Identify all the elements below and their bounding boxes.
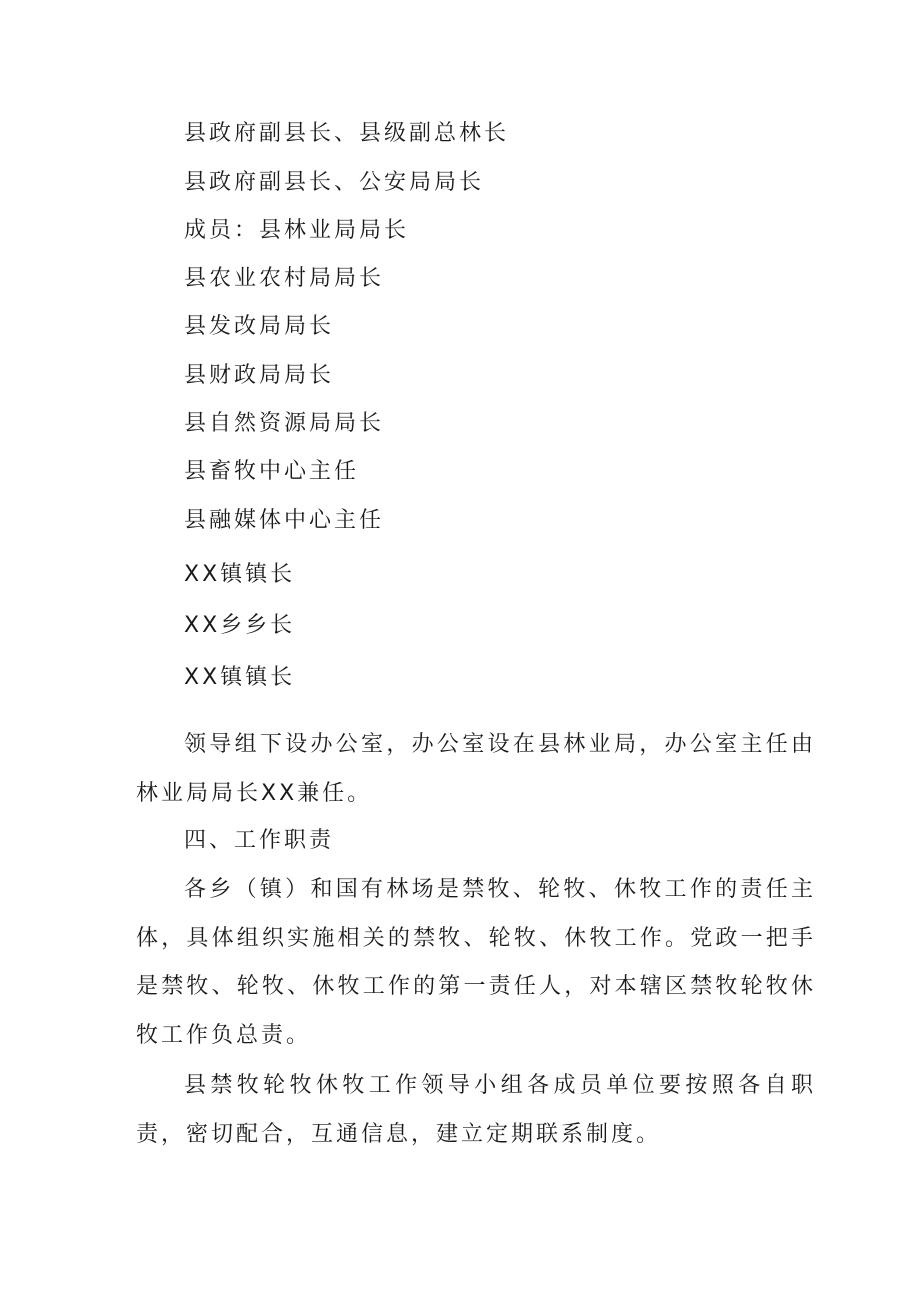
section-heading-duties: 四、工作职责 <box>184 828 335 853</box>
member-line-town-head-2: XX镇镇长 <box>184 665 296 690</box>
member-line-media-center: 县融媒体中心主任 <box>184 508 385 533</box>
office-paragraph: 领导组下设办公室，办公室设在县林业局，办公室主任由林业局局长XX兼任。 <box>136 732 816 806</box>
member-line-town-head-1: XX镇镇长 <box>184 562 296 587</box>
duty-paragraph-coordination: 县禁牧轮牧休牧工作领导小组各成员单位要按照各自职责，密切配合，互通信息，建立定期联系制度。 <box>136 1073 816 1147</box>
duty-paragraph-responsibility: 各乡（镇）和国有林场是禁牧、轮牧、休牧工作的责任主体，具体组织实施相关的禁牧、轮牧、休牧工作。党政一把手是禁牧、轮牧、休牧工作的第一责任人，对本辖区禁牧轮牧休牧工作负总责。 <box>136 877 816 1048</box>
member-line-vice-county-head-forestry: 县政府副县长、县级副总林长 <box>184 121 510 146</box>
member-line-members-forestry: 成员：县林业局局长 <box>184 218 410 243</box>
member-line-finance: 县财政局局长 <box>184 363 335 388</box>
member-line-development: 县发改局局长 <box>184 314 335 339</box>
member-line-agriculture: 县农业农村局局长 <box>184 266 385 291</box>
member-line-vice-county-head-police: 县政府副县长、公安局局长 <box>184 170 485 195</box>
member-line-natural-resources: 县自然资源局局长 <box>184 411 385 436</box>
member-line-township-head: XX乡乡长 <box>184 613 296 638</box>
member-line-livestock-center: 县畜牧中心主任 <box>184 459 360 484</box>
